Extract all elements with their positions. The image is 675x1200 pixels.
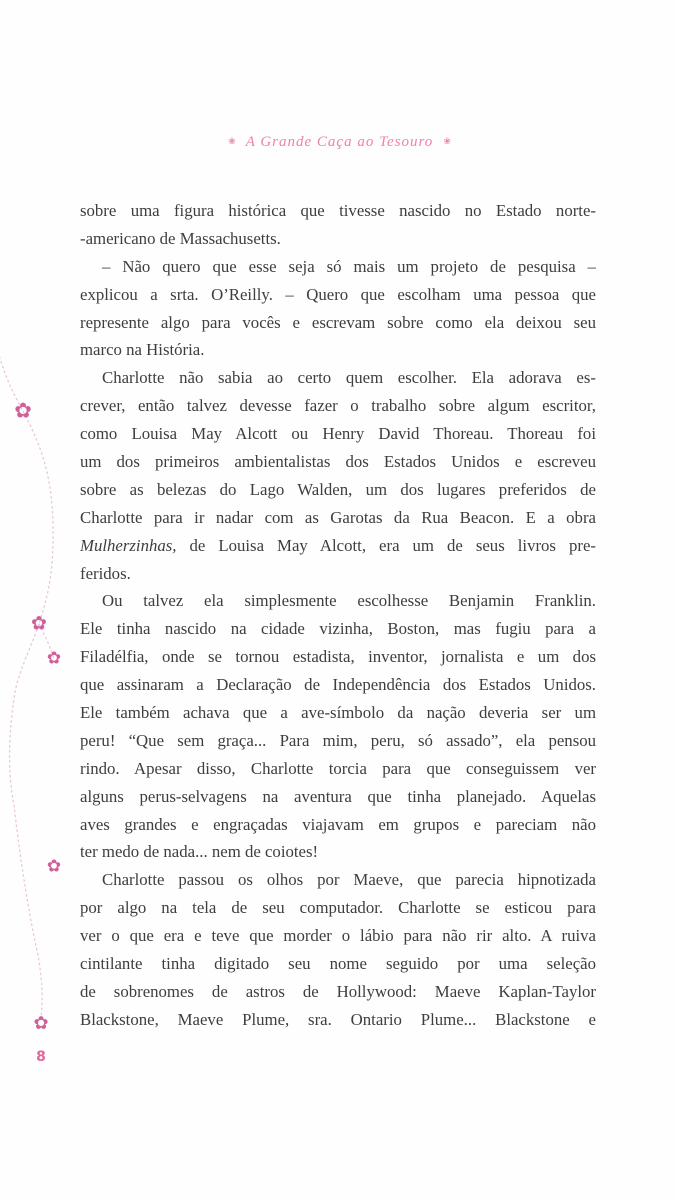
text-run: Charlotte não sabia ao certo quem escolher. Ela adorava es-	[102, 368, 596, 388]
text-line	[80, 197, 596, 225]
text-run: Charlotte passou os olhos por Maeve, que parecia hipnotizada	[102, 870, 596, 890]
text-run: alguns perus-selvagens na aventura que tinha planejado. Aquelas	[80, 786, 596, 806]
text-run: feridos.	[80, 563, 131, 583]
text-line	[80, 532, 596, 560]
text-line	[80, 978, 596, 1006]
text-line	[80, 922, 596, 950]
italic-text-run: Mulherzinhas,	[80, 535, 177, 555]
text-run: explicou a srta. O’Reilly. – Quero que escolham uma pessoa que	[80, 284, 596, 304]
text-line	[80, 699, 596, 727]
text-line	[80, 309, 596, 337]
text-run: peru! “Que sem graça... Para mim, peru, só assado”, ela pensou	[80, 730, 596, 750]
flower-icon: ✿	[46, 648, 62, 669]
ornament-left-icon: ❀	[228, 137, 236, 147]
text-run: Ele também achava que a ave-símbolo da nação deveria ser um	[80, 703, 596, 723]
text-line	[80, 1006, 596, 1034]
text-run: Charlotte para ir nadar com as Garotas da Rua Beacon. E a obra	[80, 507, 596, 527]
text-line	[80, 587, 596, 615]
text-run: de sobrenomes de astros de Hollywood: Maeve Kaplan-Taylor	[80, 981, 596, 1001]
text-run: – Não quero que esse seja só mais um projeto de pesquisa –	[102, 256, 596, 276]
text-run: represente algo para vocês e escrevam sobre como ela deixou seu	[80, 312, 596, 332]
page-body-text	[80, 197, 596, 1034]
text-line	[80, 448, 596, 476]
text-line	[80, 894, 596, 922]
paragraph	[80, 197, 596, 253]
text-run: de Louisa May Alcott, era um de seus livros pre-	[176, 535, 596, 555]
text-run: um dos primeiros ambientalistas dos Estados Unidos e escreveu	[80, 452, 596, 472]
text-line	[80, 364, 596, 392]
text-run: rindo. Apesar disso, Charlotte torcia para que conseguissem ver	[80, 758, 596, 778]
ornament-right-icon: ❀	[443, 137, 451, 147]
text-line	[80, 476, 596, 504]
text-line	[80, 671, 596, 699]
text-run: Blackstone, Maeve Plume, sra. Ontario Plume... Blackstone e	[80, 1009, 596, 1029]
text-line	[80, 225, 596, 253]
paragraph	[80, 866, 596, 1033]
paragraph	[80, 253, 596, 365]
text-line	[80, 643, 596, 671]
text-line	[80, 504, 596, 532]
text-line	[80, 420, 596, 448]
text-run: ver o que era e teve que morder o lábio para não rir alto. A ruiva	[80, 926, 596, 946]
text-line	[80, 811, 596, 839]
text-line	[80, 392, 596, 420]
text-line	[80, 727, 596, 755]
text-run: por algo na tela de seu computador. Charlotte se esticou para	[80, 898, 596, 918]
text-run: sobre uma figura histórica que tivesse nascido no Estado norte-	[80, 201, 596, 220]
text-run: ter medo de nada... nem de coiotes!	[80, 842, 319, 862]
text-run: Filadélfia, onde se tornou estadista, inventor, jornalista e um dos	[80, 647, 596, 667]
running-header	[78, 134, 601, 151]
paragraph	[80, 587, 596, 866]
text-run: sobre as belezas do Lago Walden, um dos lugares preferidos de	[80, 479, 596, 499]
text-line	[80, 560, 596, 588]
text-run: como Louisa May Alcott ou Henry David Thoreau. Thoreau foi	[80, 424, 596, 444]
flower-icon: ✿	[46, 856, 62, 877]
flower-icon: ✿	[33, 1013, 49, 1034]
text-run: cintilante tinha digitado seu nome seguido por uma seleção	[80, 954, 596, 974]
text-line	[80, 950, 596, 978]
text-line	[80, 866, 596, 894]
text-line	[80, 783, 596, 811]
text-run: Ou talvez ela simplesmente escolhesse Benjamin Franklin.	[102, 591, 596, 611]
text-line	[80, 336, 596, 364]
text-line	[80, 755, 596, 783]
text-run: Ele tinha nascido na cidade vizinha, Boston, mas fugiu para a	[80, 619, 596, 639]
text-line	[80, 281, 596, 309]
text-line	[80, 615, 596, 643]
text-line	[80, 253, 596, 281]
running-header-title: A Grande Caça ao Tesouro	[245, 134, 434, 150]
text-line	[80, 838, 596, 866]
flower-icon: ✿	[14, 398, 32, 423]
flower-icon: ✿	[31, 612, 47, 635]
text-run: que assinaram a Declaração de Independência dos Estados Unidos.	[80, 675, 596, 695]
text-run: aves grandes e engraçadas viajavam em grupos e pareciam não	[80, 814, 596, 834]
paragraph	[80, 364, 596, 587]
text-run: crever, então talvez devesse fazer o trabalho sobre algum escritor,	[80, 396, 596, 416]
text-run: marco na História.	[80, 340, 205, 360]
page-number: 8	[36, 1049, 46, 1065]
text-run: -americano de Massachusetts.	[80, 228, 281, 248]
